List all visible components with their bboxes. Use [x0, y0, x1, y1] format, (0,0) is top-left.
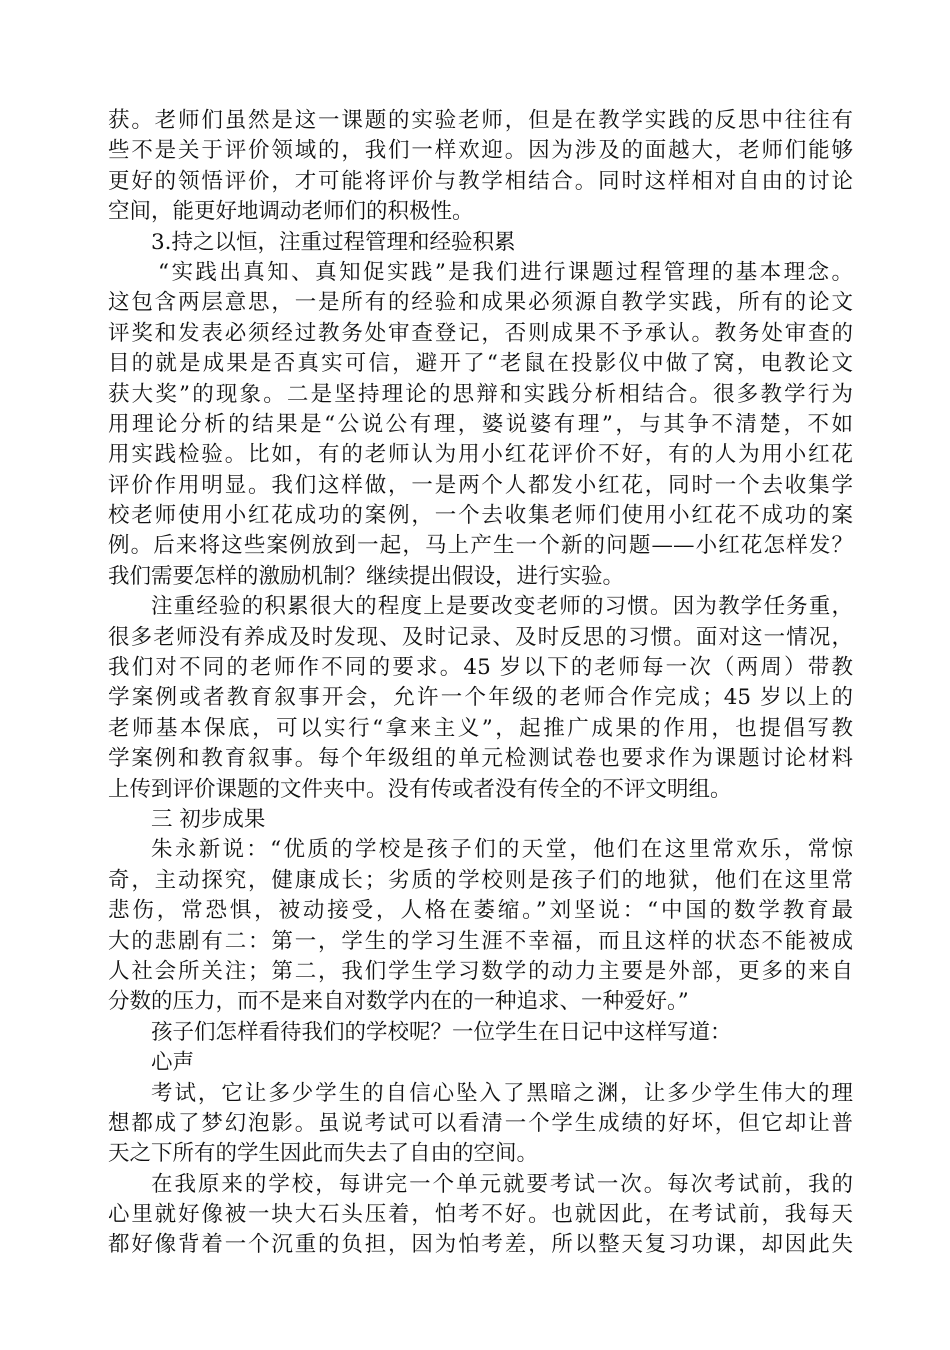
- text-line: 人社会所关注；第二，我们学生学习数学的动力主要是外部，更多的来自: [108, 958, 853, 984]
- text-line: 3.持之以恒，注重过程管理和经验积累: [151, 229, 516, 255]
- text-line: 在我原来的学校，每讲完一个单元就要考试一次。每次考试前，我的: [151, 1171, 853, 1197]
- text-line: 例。后来将这些案例放到一起，马上产生一个新的问题——小红花怎样发？: [108, 533, 853, 559]
- text-line: 我们需要怎样的激励机制？继续提出假设，进行实验。: [108, 563, 625, 589]
- text-line: 孩子们怎样看待我们的学校呢？一位学生在日记中这样写道：: [151, 1019, 732, 1045]
- text-line: 评价作用明显。我们这样做，一是两个人都发小红花，同时一个去收集学: [108, 472, 853, 498]
- text-line: 获。老师们虽然是这一课题的实验老师，但是在教学实践的反思中往往有: [108, 108, 853, 133]
- text-line: 校老师使用小红花成功的案例，一个去收集老师们使用小红花不成功的案: [108, 503, 853, 529]
- text-line: 奇，主动探究，健康成长；劣质的学校则是孩子们的地狱，他们在这里常: [108, 867, 853, 893]
- text-line: 都好像背着一个沉重的负担，因为怕考差，所以整天复习功课，却因此失: [108, 1232, 853, 1258]
- text-line: 心里就好像被一块大石头压着，怕考不好。也就因此，在考试前，我每天: [108, 1202, 853, 1228]
- text-line: 获大奖”的现象。二是坚持理论的思辩和实践分析相结合。很多教学行为: [108, 381, 853, 407]
- text-line: 目的就是成果是否真实可信，避开了“老鼠在投影仪中做了窝，电教论文: [108, 351, 853, 377]
- text-line: 用理论分析的结果是“公说公有理，婆说婆有理”，与其争不清楚，不如: [108, 411, 853, 437]
- text-line: 空间，能更好地调动老师们的积极性。: [108, 199, 474, 225]
- text-line: 这包含两层意思，一是所有的经验和成果必须源自教学实践，所有的论文: [108, 290, 853, 316]
- text-line: 学案例或者教育叙事开会，允许一个年级的老师合作完成；45 岁以上的: [108, 685, 853, 711]
- text-line: 悲伤，常恐惧，被动接受，人格在萎缩。”刘坚说：“中国的数学教育最: [108, 898, 853, 924]
- text-line: 学案例和教育叙事。每个年级组的单元检测试卷也要求作为课题讨论材料: [108, 746, 853, 772]
- text-line: 朱永新说：“优质的学校是孩子们的天堂，他们在这里常欢乐，常惊: [151, 837, 853, 863]
- text-line: 我们对不同的老师作不同的要求。45 岁以下的老师每一次（两周）带教: [108, 655, 853, 681]
- text-line: 上传到评价课题的文件夹中。没有传或者没有传全的不评文明组。: [108, 776, 732, 802]
- text-line: 三 初步成果: [151, 806, 266, 832]
- text-line: 评奖和发表必须经过教务处审查登记，否则成果不予承认。教务处审查的: [108, 320, 853, 346]
- text-line: 天之下所有的学生因此而失去了自由的空间。: [108, 1141, 539, 1167]
- text-line: 些不是关于评价领域的，我们一样欢迎。因为涉及的面越大，老师们能够: [108, 138, 853, 164]
- text-line: 心声: [151, 1050, 195, 1076]
- text-line: 分数的压力，而不是来自对数学内在的一种追求、一种爱好。”: [108, 989, 689, 1015]
- text-line: 大的悲剧有二：第一，学生的学习生涯不幸福，而且这样的状态不能被成: [108, 928, 853, 954]
- text-line: 更好的领悟评价，才可能将评价与教学相结合。同时这样相对自由的讨论: [108, 168, 853, 194]
- document-body: [108, 106, 853, 1261]
- text-line: 很多老师没有养成及时发现、及时记录、及时反思的习惯。面对这一情况，: [108, 624, 853, 650]
- text-line: “实践出真知、真知促实践”是我们进行课题过程管理的基本理念。: [158, 259, 853, 285]
- text-line: 考试，它让多少学生的自信心坠入了黑暗之渊，让多少学生伟大的理: [151, 1080, 853, 1106]
- text-line: 想都成了梦幻泡影。虽说考试可以看清一个学生成绩的好坏，但它却让普: [108, 1110, 853, 1136]
- text-line: 用实践检验。比如，有的老师认为用小红花评价不好，有的人为用小红花: [108, 442, 853, 468]
- text-line: 老师基本保底，可以实行“拿来主义”，起推广成果的作用，也提倡写教: [108, 715, 853, 741]
- text-line: 注重经验的积累很大的程度上是要改变老师的习惯。因为教学任务重，: [151, 594, 853, 620]
